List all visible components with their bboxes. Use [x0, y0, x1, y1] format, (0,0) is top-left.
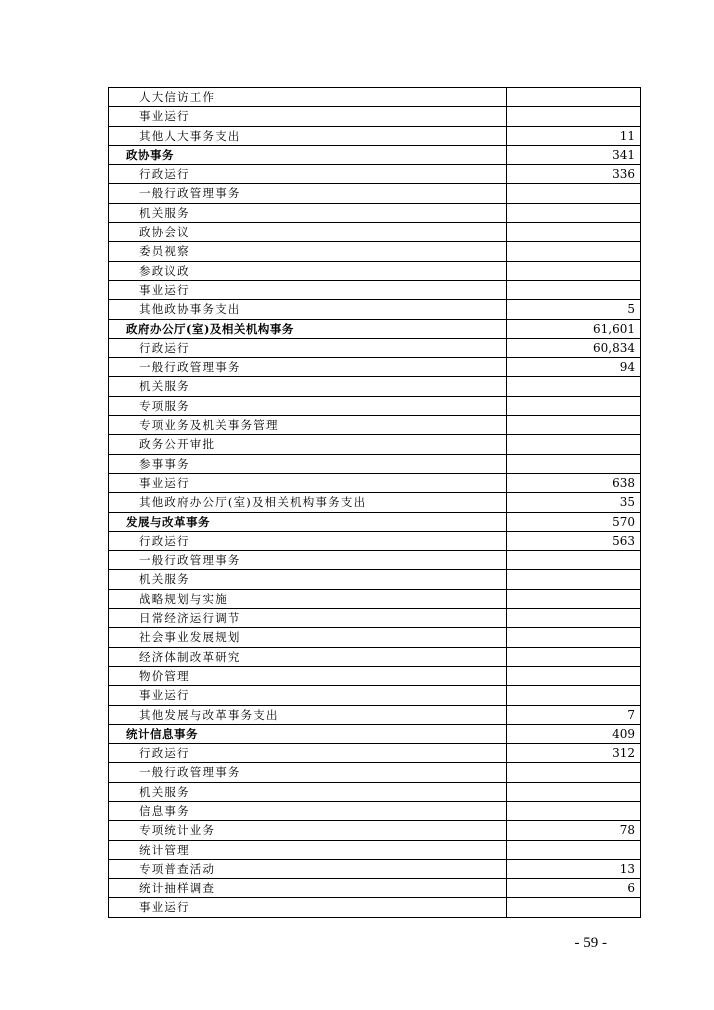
- amount-cell: [507, 570, 641, 589]
- table-row: [109, 280, 641, 299]
- table-row: [109, 184, 641, 203]
- item-name-cell: 人大信访工作: [109, 88, 507, 107]
- amount-cell: [507, 223, 641, 242]
- table-row: [109, 647, 641, 666]
- table-row: [109, 666, 641, 685]
- amount-cell: [507, 609, 641, 628]
- table-row: [109, 416, 641, 435]
- item-name-cell: 事业运行: [109, 898, 507, 917]
- amount-cell: 563: [507, 531, 641, 550]
- table-row: [109, 821, 641, 840]
- table-row: [109, 261, 641, 280]
- item-name-cell: 一般行政管理事务: [109, 358, 507, 377]
- item-name-cell: 政协会议: [109, 223, 507, 242]
- item-name-cell: 参事事务: [109, 454, 507, 473]
- amount-cell: [507, 628, 641, 647]
- table-row: [109, 840, 641, 859]
- amount-cell: [507, 203, 641, 222]
- item-name-cell: 经济体制改革研究: [109, 647, 507, 666]
- table-row: [109, 300, 641, 319]
- item-name-cell: 事业运行: [109, 473, 507, 492]
- amount-cell: [507, 242, 641, 261]
- table-row: [109, 454, 641, 473]
- table-body: [109, 88, 641, 918]
- amount-cell: 5: [507, 300, 641, 319]
- amount-cell: [507, 801, 641, 820]
- amount-cell: [507, 666, 641, 685]
- amount-cell: 570: [507, 512, 641, 531]
- item-name-cell: 专项业务及机关事务管理: [109, 416, 507, 435]
- item-name-cell: 行政运行: [109, 744, 507, 763]
- table-row: [109, 435, 641, 454]
- item-name-cell: 一般行政管理事务: [109, 184, 507, 203]
- item-name-cell: 事业运行: [109, 107, 507, 126]
- item-name-cell: 行政运行: [109, 338, 507, 357]
- amount-cell: 94: [507, 358, 641, 377]
- amount-cell: [507, 280, 641, 299]
- item-name-cell: 其他人大事务支出: [109, 126, 507, 145]
- amount-cell: 312: [507, 744, 641, 763]
- table-row: [109, 609, 641, 628]
- amount-cell: 638: [507, 473, 641, 492]
- table-row: [109, 396, 641, 415]
- amount-cell: 7: [507, 705, 641, 724]
- category-row: [109, 724, 641, 743]
- category-name-cell: 统计信息事务: [109, 724, 507, 743]
- table-row: [109, 570, 641, 589]
- table-row: [109, 358, 641, 377]
- amount-cell: 78: [507, 821, 641, 840]
- item-name-cell: 专项服务: [109, 396, 507, 415]
- amount-cell: [507, 589, 641, 608]
- amount-cell: [507, 261, 641, 280]
- amount-cell: [507, 184, 641, 203]
- category-name-cell: 发展与改革事务: [109, 512, 507, 531]
- amount-cell: [507, 107, 641, 126]
- item-name-cell: 事业运行: [109, 280, 507, 299]
- amount-cell: [507, 88, 641, 107]
- category-row: [109, 145, 641, 164]
- table-row: [109, 801, 641, 820]
- table-row: [109, 705, 641, 724]
- amount-cell: [507, 435, 641, 454]
- item-name-cell: 机关服务: [109, 377, 507, 396]
- item-name-cell: 社会事业发展规划: [109, 628, 507, 647]
- item-name-cell: 行政运行: [109, 531, 507, 550]
- table-row: [109, 763, 641, 782]
- table-row: [109, 551, 641, 570]
- category-name-cell: 政府办公厅(室)及相关机构事务: [109, 319, 507, 338]
- table-row: [109, 493, 641, 512]
- category-row: [109, 319, 641, 338]
- item-name-cell: 物价管理: [109, 666, 507, 685]
- item-name-cell: 委员视察: [109, 242, 507, 261]
- table-row: [109, 126, 641, 145]
- item-name-cell: 专项普查活动: [109, 859, 507, 878]
- amount-cell: 60,834: [507, 338, 641, 357]
- item-name-cell: 行政运行: [109, 165, 507, 184]
- item-name-cell: 机关服务: [109, 570, 507, 589]
- table-row: [109, 782, 641, 801]
- item-name-cell: 专项统计业务: [109, 821, 507, 840]
- amount-cell: [507, 898, 641, 917]
- table-row: [109, 377, 641, 396]
- amount-cell: [507, 396, 641, 415]
- category-row: [109, 512, 641, 531]
- item-name-cell: 其他政府办公厅(室)及相关机构事务支出: [109, 493, 507, 512]
- item-name-cell: 其他政协事务支出: [109, 300, 507, 319]
- item-name-cell: 日常经济运行调节: [109, 609, 507, 628]
- page-number: - 59 -: [574, 935, 607, 951]
- item-name-cell: 统计抽样调查: [109, 879, 507, 898]
- table-row: [109, 88, 641, 107]
- amount-cell: [507, 686, 641, 705]
- item-name-cell: 一般行政管理事务: [109, 551, 507, 570]
- amount-cell: [507, 647, 641, 666]
- table-row: [109, 879, 641, 898]
- table-row: [109, 898, 641, 917]
- amount-cell: [507, 782, 641, 801]
- table-row: [109, 223, 641, 242]
- table-row: [109, 338, 641, 357]
- table-row: [109, 531, 641, 550]
- category-name-cell: 政协事务: [109, 145, 507, 164]
- table-row: [109, 859, 641, 878]
- item-name-cell: 事业运行: [109, 686, 507, 705]
- table-row: [109, 203, 641, 222]
- budget-table: [108, 87, 641, 918]
- table-row: [109, 686, 641, 705]
- table-row: [109, 628, 641, 647]
- amount-cell: [507, 763, 641, 782]
- amount-cell: 6: [507, 879, 641, 898]
- amount-cell: 35: [507, 493, 641, 512]
- amount-cell: [507, 416, 641, 435]
- amount-cell: 13: [507, 859, 641, 878]
- amount-cell: 341: [507, 145, 641, 164]
- item-name-cell: 信息事务: [109, 801, 507, 820]
- item-name-cell: 其他发展与改革事务支出: [109, 705, 507, 724]
- item-name-cell: 一般行政管理事务: [109, 763, 507, 782]
- amount-cell: [507, 377, 641, 396]
- amount-cell: [507, 551, 641, 570]
- item-name-cell: 政务公开审批: [109, 435, 507, 454]
- item-name-cell: 机关服务: [109, 782, 507, 801]
- table-row: [109, 242, 641, 261]
- item-name-cell: 统计管理: [109, 840, 507, 859]
- table-row: [109, 107, 641, 126]
- table-row: [109, 589, 641, 608]
- table-row: [109, 744, 641, 763]
- amount-cell: 61,601: [507, 319, 641, 338]
- amount-cell: 409: [507, 724, 641, 743]
- table-row: [109, 165, 641, 184]
- item-name-cell: 战略规划与实施: [109, 589, 507, 608]
- amount-cell: 11: [507, 126, 641, 145]
- item-name-cell: 机关服务: [109, 203, 507, 222]
- table-row: [109, 473, 641, 492]
- item-name-cell: 参政议政: [109, 261, 507, 280]
- amount-cell: [507, 454, 641, 473]
- amount-cell: 336: [507, 165, 641, 184]
- amount-cell: [507, 840, 641, 859]
